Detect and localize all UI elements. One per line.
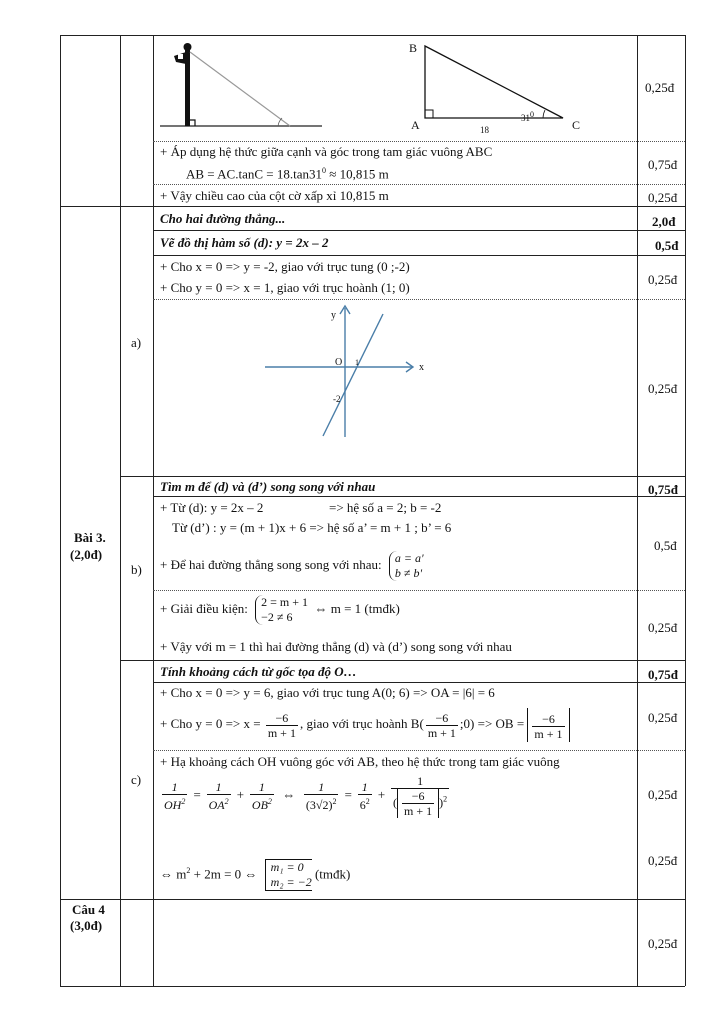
formula-oh: $\frac{1}{OH^2}$ = $\frac{1}{OA^2}$ + $\frac{1}{OB^2}$ ⇔ $\frac{1}{(3√2)^2}$ = $\frac{1}{6^2}$ + 1 ( $\frac{-6}{m + 1}$ )$^2$ [164, 774, 448, 818]
score: 2,0đ [652, 214, 676, 229]
score: 0,25đ [648, 853, 678, 868]
label-base-length: 18 [480, 125, 489, 135]
score: 0,75đ [648, 482, 678, 497]
score: 0,75đ [648, 667, 678, 682]
tick-label-neg2: -2 [333, 394, 341, 404]
axis-label-x: x [419, 362, 424, 373]
tick-label-1: 1 [355, 358, 359, 367]
label-angle: $31^0$ [521, 110, 534, 123]
section-divider-bai3 [60, 206, 685, 207]
text-line: + Vậy với m = 1 thì hai đường thẳng (d) và (d’) song song với nhau [160, 639, 512, 654]
score: 0,25đ [648, 190, 678, 205]
table-right-border [685, 35, 686, 986]
part-label-a: a) [131, 335, 142, 350]
text-line: + Cho y = 0 => x = 1, giao với trục hoành (1; 0) [160, 280, 410, 295]
score: 0,25đ [648, 381, 678, 396]
row-divider [153, 141, 685, 142]
row-divider [153, 230, 685, 231]
triangle-abc-figure [405, 38, 590, 136]
score: 0,5đ [654, 538, 677, 553]
part-a-title: Vẽ đồ thị hàm số (d): y = 2x – 2 [160, 235, 329, 250]
score: 0,25đ [648, 787, 678, 802]
row-divider [153, 750, 685, 751]
section-divider-cau4 [60, 899, 685, 900]
text-line: + Hạ khoảng cách OH vuông góc với AB, theo hệ thức trong tam giác vuông [160, 754, 560, 769]
text-line: AB = $AC.\tan C = 18.\tan 31^0 \approx 10,815$ m [186, 166, 389, 182]
label-b: B [409, 41, 418, 55]
section-points-bai3: (2,0đ) [70, 547, 103, 562]
text-line: + Áp dụng hệ thức giữa cạnh và góc trong tam giác vuông ABC [160, 144, 493, 159]
text-line: => hệ số a = 2; b = -2 [329, 500, 442, 515]
row-divider [153, 496, 685, 497]
part-label-b: b) [131, 562, 142, 577]
text-line: + Cho y = 0 => x = $\frac{-6}{m + 1}$ , giao với trục hoành B( $\frac{-6}{m + 1}$ ;0) => OB = $\frac{-6}{m + 1}$ [160, 707, 570, 742]
part-b-title: Tìm m để (d) và (d’) song song với nhau [160, 479, 376, 494]
origin-label: O [335, 357, 343, 368]
section-label-bai3: Bài 3. [74, 530, 106, 545]
text-line: ⇔ $m^2 + 2m = 0$ ⇔ m₁ = 0 m₂ = −2 (tmđk) [160, 860, 351, 890]
text-line: Từ (d’) : y = (m + 1)x + 6 => hệ số a’ = m + 1 ; b’ = 6 [172, 520, 452, 535]
row-divider [153, 299, 685, 300]
column-divider-3 [637, 35, 638, 986]
part-divider-c [120, 660, 685, 661]
text-line: + Vậy chiều cao của cột cờ xấp xỉ 10,815 m [160, 188, 389, 203]
text-line: + Giải điều kiện: 2 = m + 1 −2 ≠ 6 ⇔ m = 1 (tmđk) [160, 595, 400, 625]
table-left-border [60, 35, 61, 986]
row-divider [153, 682, 685, 683]
text-line: + Để hai đường thẳng song song với nhau: a = a' b ≠ b' [160, 551, 424, 581]
part-label-c: c) [131, 772, 142, 787]
function-graph [265, 302, 435, 440]
question-header: Cho hai đường thẳng... [160, 211, 286, 226]
section-points-cau4: (3,0đ) [70, 918, 103, 933]
text-line: + Cho x = 0 => y = -2, giao với trục tung (0 ;-2) [160, 259, 410, 274]
label-c: C [572, 118, 581, 132]
section-label-cau4: Câu 4 [72, 902, 105, 917]
column-divider-1 [120, 35, 121, 986]
axis-label-y: y [331, 310, 336, 321]
table-bottom-border [60, 986, 685, 987]
flagpole-figure [160, 38, 330, 136]
label-a: A [411, 118, 420, 132]
score: 0,25đ [645, 80, 675, 95]
part-c-title: Tính khoảng cách từ gốc tọa độ O… [160, 664, 357, 679]
row-divider [153, 184, 685, 185]
score: 0,75đ [648, 157, 678, 172]
text-line: + Từ (d): y = 2x – 2 [160, 500, 264, 515]
row-divider [153, 255, 685, 256]
column-divider-2 [153, 35, 154, 986]
text-line: + Cho x = 0 => y = 6, giao với trục tung A(0; 6) => OA = |6| = 6 [160, 685, 495, 700]
score: 0,25đ [648, 710, 678, 725]
score: 0,25đ [648, 936, 678, 951]
score: 0,25đ [648, 272, 678, 287]
row-divider [153, 590, 685, 591]
score: 0,5đ [655, 238, 679, 253]
score: 0,25đ [648, 620, 678, 635]
part-divider-b [120, 476, 685, 477]
